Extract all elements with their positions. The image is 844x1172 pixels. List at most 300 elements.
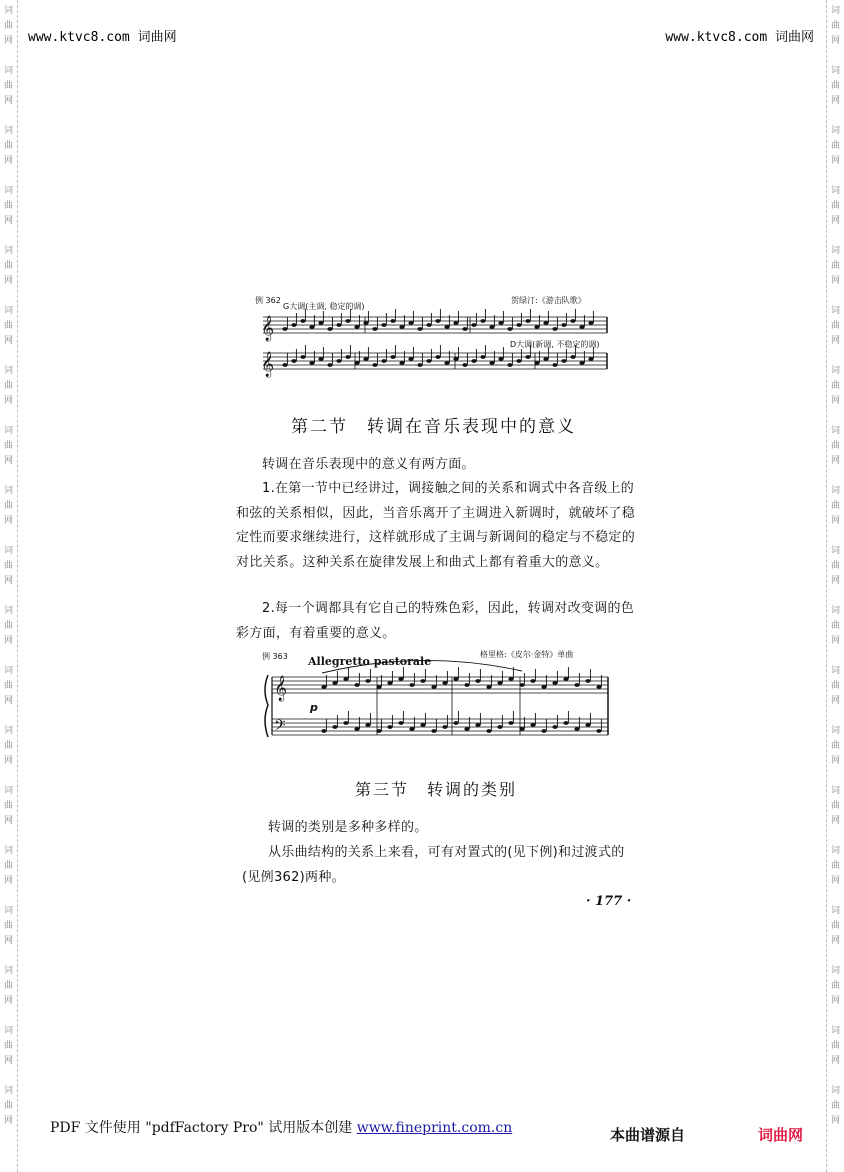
note-head [497,725,502,729]
watermark-char: 曲 [830,861,840,871]
watermark-char: 词 [3,726,13,736]
note-head [563,677,568,681]
footer-text: PDF 文件使用 "pdfFactory Pro" 试用版本创建 [50,1120,357,1136]
watermark-group [831,664,840,709]
footer-link[interactable]: www.fineprint.com.cn [356,1120,513,1136]
note-head [585,723,590,727]
note-head [471,323,476,327]
example-363-dynamic: p [310,701,318,714]
note-head [507,327,512,331]
note-head [390,355,395,359]
note-head [579,361,584,365]
watermark-char: 网 [830,36,840,46]
note-head [596,685,601,689]
watermark-char: 词 [830,246,840,256]
watermark-char: 网 [3,96,13,106]
note-head [534,361,539,365]
watermark-char: 网 [830,936,840,946]
watermark-char: 词 [3,606,13,616]
watermark-char: 词 [830,366,840,376]
watermark-char: 词 [3,306,13,316]
note-head [489,361,494,365]
watermark-group [831,724,840,769]
watermark-group [831,124,840,169]
watermark-char: 词 [830,906,840,916]
watermark-char: 曲 [3,501,13,511]
note-head [426,359,431,363]
watermark-char: 网 [3,996,13,1006]
watermark-char: 词 [3,1026,13,1036]
note-head [309,325,314,329]
watermark-char: 网 [830,156,840,166]
note-head [471,359,476,363]
watermark-char: 词 [3,246,13,256]
watermark-char: 词 [830,606,840,616]
watermark-group [4,184,13,229]
watermark-char: 词 [830,126,840,136]
note-head [489,325,494,329]
watermark-char: 词 [3,6,13,16]
note-head [588,321,593,325]
watermark-group [4,1084,13,1129]
watermark-char: 网 [830,1116,840,1126]
example-363-number: 例 363 [262,652,288,661]
watermark-char: 曲 [830,381,840,391]
note-head [332,725,337,729]
note-head [321,729,326,733]
example-363-source: 格里格:《皮尔·金特》单曲 [480,650,574,659]
watermark-char: 网 [3,636,13,646]
watermark-char: 曲 [3,1041,13,1051]
section-3-para-1: 转调的类别是多种多样的。 [268,820,428,835]
watermark-char: 网 [3,816,13,826]
note-head [291,323,296,327]
watermark-group [831,424,840,469]
section-2-para-1: 转调在音乐表现中的意义有两方面。 [262,457,475,472]
watermark-char: 网 [830,1056,840,1066]
note-head [318,357,323,361]
watermark-char: 词 [3,906,13,916]
watermark-char: 网 [3,396,13,406]
watermark-group [831,364,840,409]
watermark-group [4,4,13,49]
note-head [462,363,467,367]
page-number: · 177 · [586,894,632,909]
watermark-char: 曲 [3,81,13,91]
note-head [497,681,502,685]
note-head [579,325,584,329]
note-head [381,359,386,363]
watermark-group [4,844,13,889]
watermark-char: 网 [3,1116,13,1126]
watermark-char: 曲 [830,81,840,91]
note-head [519,683,524,687]
note-head [570,319,575,323]
watermark-char: 曲 [830,441,840,451]
watermark-char: 网 [3,936,13,946]
note-head [336,323,341,327]
watermark-char: 网 [3,336,13,346]
watermark-group [831,904,840,949]
watermark-char: 词 [830,846,840,856]
note-head [431,729,436,733]
watermark-char: 曲 [830,201,840,211]
watermark-char: 词 [3,486,13,496]
example-362-source: 贺绿汀:《游击队歌》 [511,296,586,305]
watermark-group [831,304,840,349]
note-head [585,679,590,683]
watermark-char: 曲 [3,201,13,211]
watermark-group [4,304,13,349]
watermark-char: 曲 [830,1041,840,1051]
watermark-char: 网 [3,516,13,526]
note-head [552,681,557,685]
watermark-group [4,784,13,829]
watermark-char: 网 [830,756,840,766]
footer-note [50,1117,512,1137]
watermark-char: 词 [3,546,13,556]
watermark-char: 网 [3,576,13,586]
note-head [543,321,548,325]
example-362-key-label: G大调(主调, 稳定的调) [283,302,365,311]
note-head [525,355,530,359]
footer-source-label: 本曲谱源自 [610,1126,686,1144]
note-head [354,325,359,329]
watermark-char: 词 [3,66,13,76]
note-head [345,319,350,323]
note-head [444,325,449,329]
note-head [321,685,326,689]
watermark-char: 曲 [3,21,13,31]
note-head [363,357,368,361]
note-head [381,323,386,327]
note-head [453,321,458,325]
watermark-char: 曲 [3,921,13,931]
watermark-char: 曲 [830,141,840,151]
note-head [561,323,566,327]
watermark-char: 词 [830,726,840,736]
watermark-char: 网 [830,336,840,346]
watermark-char: 曲 [3,381,13,391]
footer-brand[interactable]: 词曲网 [758,1126,804,1144]
watermark-group [831,604,840,649]
watermark-char: 网 [830,636,840,646]
note-head [552,363,557,367]
note-head [561,359,566,363]
watermark-group [831,64,840,109]
watermark-char: 词 [830,666,840,676]
note-head [435,319,440,323]
watermark-char: 曲 [3,861,13,871]
note-head [409,683,414,687]
watermark-char: 网 [3,876,13,886]
watermark-group [831,844,840,889]
note-head [475,679,480,683]
note-head [363,321,368,325]
watermark-char: 曲 [830,741,840,751]
note-head [417,327,422,331]
watermark-group [831,784,840,829]
note-head [486,729,491,733]
note-head [390,319,395,323]
section-3-heading: 第三节 转调的类别 [355,780,518,799]
note-head [408,357,413,361]
watermark-char: 网 [830,276,840,286]
note-head [282,327,287,331]
watermark-char: 网 [3,36,13,46]
note-head [327,363,332,367]
note-head [291,359,296,363]
note-head [426,323,431,327]
svg-text:𝄞: 𝄞 [261,316,275,341]
note-head [343,677,348,681]
note-head [464,727,469,731]
watermark-char: 网 [3,1056,13,1066]
note-head [516,359,521,363]
watermark-char: 曲 [830,501,840,511]
note-head [282,363,287,367]
watermark-group [831,964,840,1009]
example-362-score [255,293,615,388]
watermark-group [831,484,840,529]
watermark-char: 曲 [830,321,840,331]
watermark-char: 曲 [3,681,13,691]
watermark-group [4,244,13,289]
watermark-char: 网 [830,96,840,106]
note-head [530,679,535,683]
note-head [596,729,601,733]
note-head [332,681,337,685]
section-2-para-3: 2.每一个调都具有它自己的特殊色彩，因此，转调对改变调的色彩方面，有着重要的意义。 [236,601,635,641]
watermark-char: 曲 [3,321,13,331]
watermark-char: 曲 [3,801,13,811]
watermark-char: 网 [3,456,13,466]
watermark-char: 词 [3,426,13,436]
note-head [453,357,458,361]
note-head [300,319,305,323]
watermark-char: 词 [3,1086,13,1096]
note-head [552,327,557,331]
note-head [480,355,485,359]
note-head [376,729,381,733]
note-head [486,685,491,689]
watermark-char: 网 [830,576,840,586]
watermark-char: 网 [830,876,840,886]
note-head [336,359,341,363]
watermark-group [831,244,840,289]
watermark-char: 词 [3,666,13,676]
watermark-char: 词 [830,966,840,976]
watermark-char: 网 [3,156,13,166]
section-3-para-2: 从乐曲结构的关系上来看，可有对置式的(见下例)和过渡式的(见例362)两种。 [242,845,625,885]
note-head [354,361,359,365]
note-head [365,723,370,727]
note-head [516,323,521,327]
watermark-char: 词 [830,1086,840,1096]
watermark-char: 网 [830,216,840,226]
watermark-char: 网 [830,816,840,826]
svg-text:𝄢: 𝄢 [274,717,286,738]
watermark-char: 词 [830,1026,840,1036]
watermark-char: 曲 [3,741,13,751]
watermark-char: 词 [830,6,840,16]
watermark-char: 网 [3,756,13,766]
watermark-char: 曲 [3,261,13,271]
note-head [431,685,436,689]
header-site-right: www.ktvc8.com 词曲网 [665,30,814,45]
note-head [442,681,447,685]
note-head [588,357,593,361]
watermark-char: 网 [830,696,840,706]
note-head [480,319,485,323]
watermark-char: 曲 [3,621,13,631]
watermark-char: 词 [3,126,13,136]
note-head [309,361,314,365]
watermark-char: 网 [830,456,840,466]
note-head [534,325,539,329]
watermark-char: 曲 [3,141,13,151]
right-margin-watermark [826,0,844,1172]
left-margin-watermark [0,0,18,1172]
note-head [498,321,503,325]
watermark-group [4,904,13,949]
note-head [399,325,404,329]
note-head [399,361,404,365]
note-head [387,681,392,685]
note-head [408,321,413,325]
note-head [435,355,440,359]
watermark-char: 曲 [830,261,840,271]
watermark-char: 词 [3,966,13,976]
header-site-left: www.ktvc8.com 词曲网 [28,30,177,45]
note-head [409,727,414,731]
example-363-score [262,645,612,745]
watermark-char: 网 [3,276,13,286]
watermark-group [4,604,13,649]
watermark-char: 曲 [830,681,840,691]
note-head [574,727,579,731]
note-head [464,683,469,687]
note-head [543,357,548,361]
watermark-group [831,4,840,49]
note-head [541,685,546,689]
note-head [563,721,568,725]
watermark-group [831,544,840,589]
svg-text:𝄞: 𝄞 [261,352,275,377]
watermark-char: 词 [830,186,840,196]
note-head [420,679,425,683]
example-363-tempo: Allegretto pastorale [308,655,432,668]
note-head [318,321,323,325]
note-head [343,721,348,725]
note-head [508,721,513,725]
example-362-number: 例 362 [255,296,281,305]
note-head [453,721,458,725]
note-head [345,355,350,359]
watermark-group [4,124,13,169]
note-head [552,725,557,729]
note-head [372,363,377,367]
watermark-group [4,1024,13,1069]
watermark-group [4,424,13,469]
watermark-char: 曲 [3,441,13,451]
note-head [453,677,458,681]
note-head [541,729,546,733]
watermark-char: 网 [830,996,840,1006]
watermark-char: 曲 [3,561,13,571]
note-head [387,725,392,729]
note-head [354,683,359,687]
watermark-char: 网 [830,516,840,526]
watermark-group [831,184,840,229]
watermark-char: 词 [830,66,840,76]
section-2-heading: 第二节 转调在音乐表现中的意义 [291,417,576,437]
note-head [519,727,524,731]
watermark-group [4,364,13,409]
watermark-char: 词 [830,786,840,796]
watermark-char: 词 [3,846,13,856]
note-head [398,721,403,725]
watermark-char: 网 [3,696,13,706]
watermark-char: 词 [830,486,840,496]
watermark-char: 曲 [3,1101,13,1111]
watermark-char: 曲 [830,1101,840,1111]
note-head [365,679,370,683]
note-head [475,723,480,727]
watermark-char: 曲 [830,621,840,631]
note-head [530,723,535,727]
note-head [398,677,403,681]
note-head [442,725,447,729]
watermark-char: 词 [3,786,13,796]
note-head [574,683,579,687]
watermark-char: 词 [830,306,840,316]
note-head [462,327,467,331]
note-head [376,685,381,689]
watermark-char: 网 [830,396,840,406]
watermark-char: 曲 [830,561,840,571]
watermark-group [831,1024,840,1069]
score-363-staves [262,645,612,745]
note-head [327,327,332,331]
watermark-char: 曲 [3,981,13,991]
watermark-char: 词 [3,366,13,376]
watermark-char: 曲 [830,21,840,31]
watermark-group [4,724,13,769]
section-2-para-2: 1.在第一节中已经讲过，调接触之间的关系和调式中各音级上的和弦的关系相似，因此，当音乐离开了主调进入新调时，就破坏了稳定性而要求继续进行，这样就形成了主调与新调间的稳定与不稳定的对比关系。这种关系在旋律发展上和曲式上都有着重大的意义。 [236,481,636,570]
watermark-group [4,64,13,109]
watermark-char: 词 [830,546,840,556]
watermark-group [831,1084,840,1129]
note-head [570,355,575,359]
watermark-char: 网 [3,216,13,226]
score-362-staves [255,293,615,388]
watermark-char: 曲 [830,981,840,991]
note-head [354,727,359,731]
watermark-char: 曲 [830,921,840,931]
svg-text:𝄞: 𝄞 [274,676,288,701]
note-head [417,363,422,367]
note-head [372,327,377,331]
watermark-char: 词 [3,186,13,196]
note-head [420,723,425,727]
watermark-group [4,664,13,709]
note-head [498,357,503,361]
note-head [525,319,530,323]
note-head [300,355,305,359]
note-head [444,361,449,365]
watermark-char: 曲 [830,801,840,811]
